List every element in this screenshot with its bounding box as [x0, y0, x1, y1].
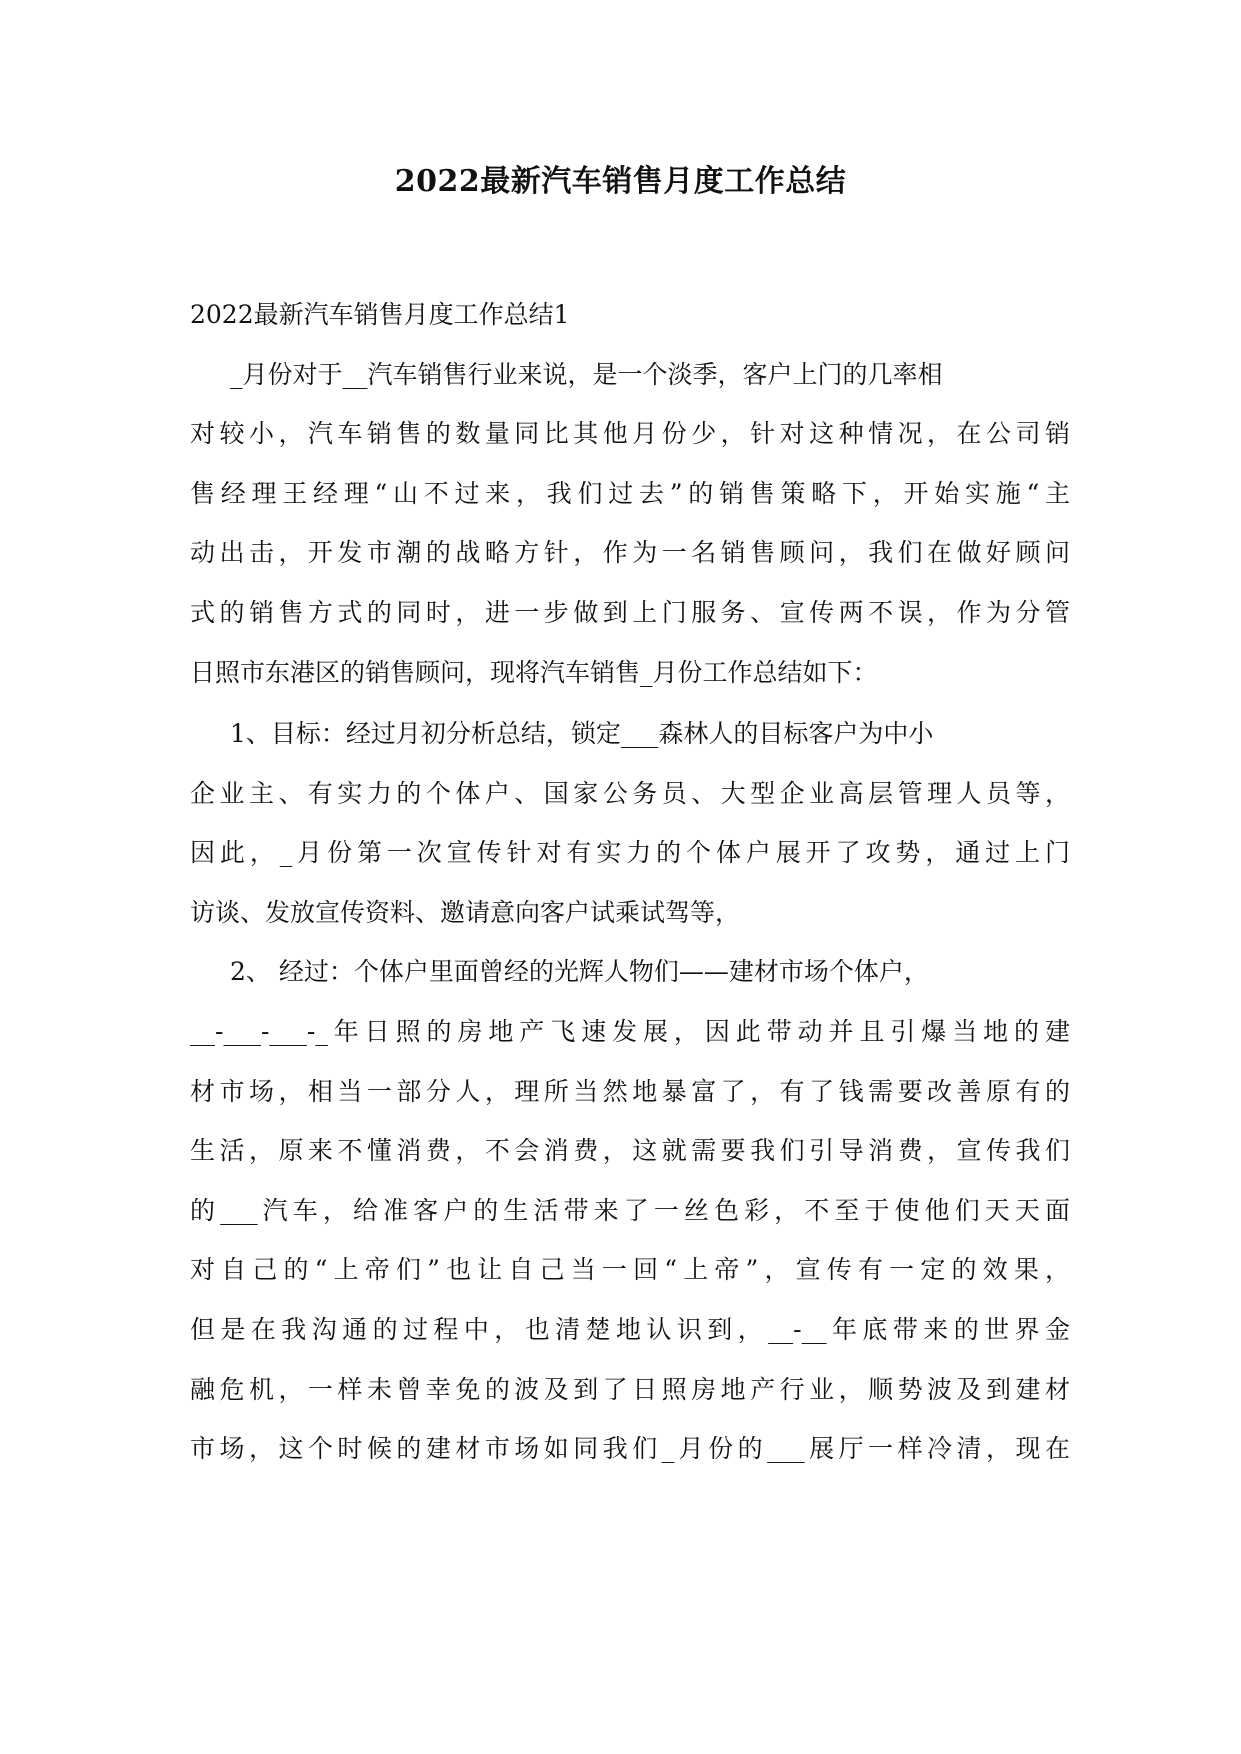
- paragraph-line: 售经理王经理“山不过来，我们过去”的销售策略下，开始实施“主: [190, 479, 1070, 508]
- paragraph-line: 访谈、发放宣传资料、邀请意向客户试乘试驾等，: [190, 898, 741, 927]
- paragraph-line: 式的销售方式的同时，进一步做到上门服务、宣传两不误，作为分管: [190, 598, 1070, 627]
- paragraph-line: 动出击，开发市潮的战略方针，作为一名销售顾问，我们在做好顾问: [190, 538, 1070, 567]
- section-heading: 2022最新汽车销售月度工作总结1: [190, 300, 570, 329]
- paragraph-line: 2、 经过：个体户里面曾经的光辉人物们——建材市场个体户，: [230, 957, 929, 986]
- paragraph-line: 企业主、有实力的个体户、国家公务员、大型企业高层管理人员等，: [190, 779, 1070, 808]
- paragraph-line: 1、目标：经过月初分析总结，锁定___森林人的目标客户为中小: [230, 719, 934, 748]
- paragraph-line: 对较小，汽车销售的数量同比其他月份少，针对这种情况，在公司销: [190, 419, 1070, 448]
- paragraph-line: _月份对于__汽车销售行业来说，是一个淡季，客户上门的几率相: [230, 360, 943, 389]
- paragraph-line: 材市场，相当一部分人，理所当然地暴富了，有了钱需要改善原有的: [190, 1077, 1070, 1106]
- paragraph-line: 但是在我沟通的过程中，也清楚地认识到，__-__年底带来的世界金: [190, 1315, 1070, 1344]
- paragraph-line: 日照市东港区的销售顾问，现将汽车销售_月份工作总结如下：: [190, 658, 878, 687]
- paragraph-line: 对自己的“上帝们”也让自己当一回“上帝”，宣传有一定的效果，: [190, 1255, 1070, 1284]
- paragraph-line: __-___-___-_年日照的房地产飞速发展，因此带动并且引爆当地的建: [190, 1017, 1070, 1046]
- paragraph-line: 市场，这个时候的建材市场如同我们_月份的___展厅一样冷清，现在: [190, 1434, 1070, 1463]
- document-title: 2022最新汽车销售月度工作总结: [394, 164, 847, 199]
- paragraph-line: 的___汽车，给准客户的生活带来了一丝色彩，不至于使他们天天面: [190, 1196, 1070, 1225]
- paragraph-line: 因此，_月份第一次宣传针对有实力的个体户展开了攻势，通过上门: [190, 838, 1070, 867]
- paragraph-line: 生活，原来不懂消费，不会消费，这就需要我们引导消费，宣传我们: [190, 1136, 1070, 1165]
- paragraph-line: 融危机，一样未曾幸免的波及到了日照房地产行业，顺势波及到建材: [190, 1375, 1070, 1404]
